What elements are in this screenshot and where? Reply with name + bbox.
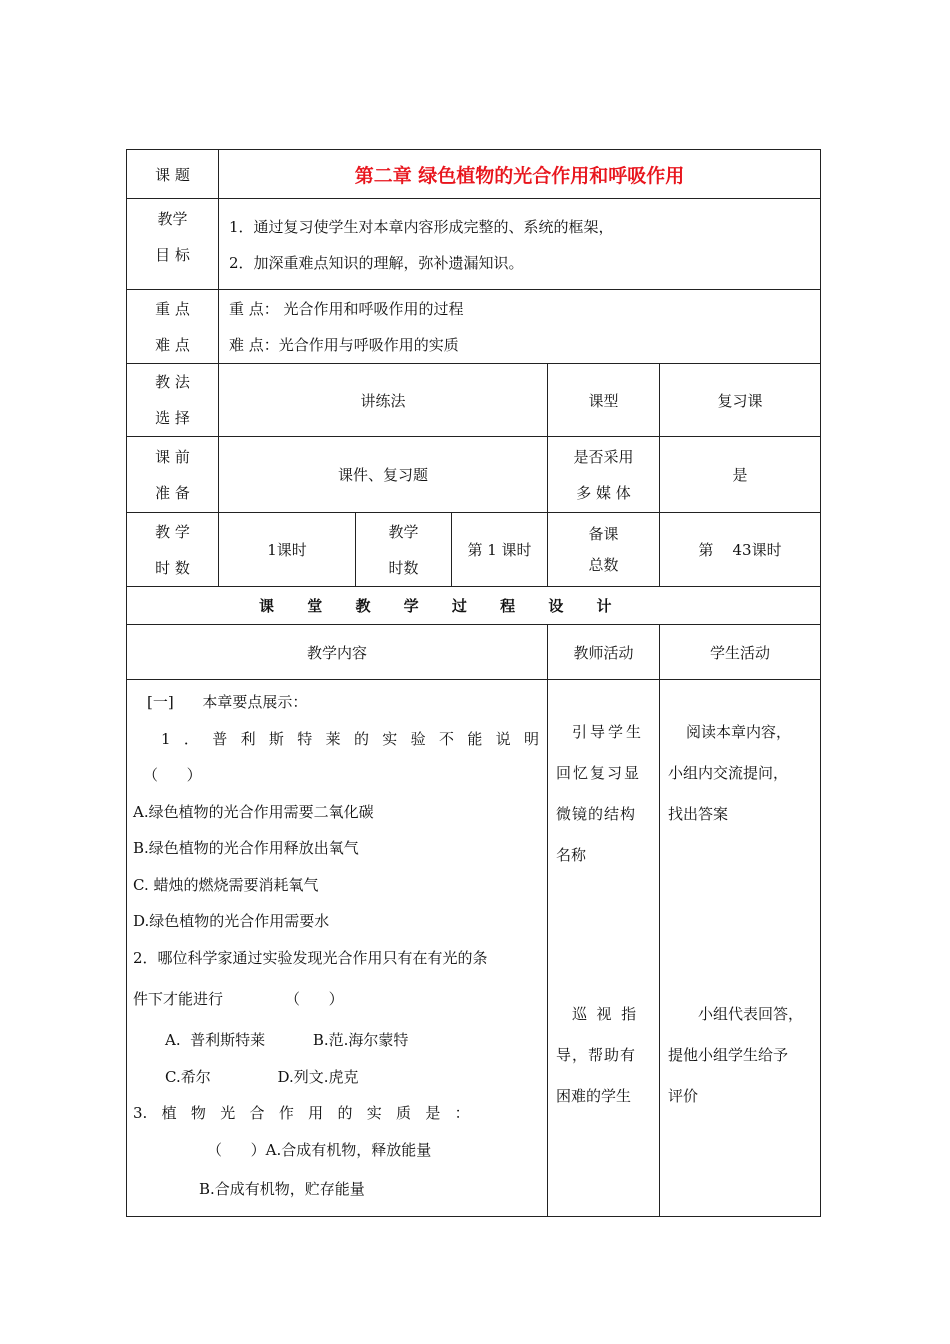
key-points-label xyxy=(127,290,219,364)
q2-options-row1: A. 普利斯特莱 B.范.海尔蒙特 xyxy=(165,1031,409,1049)
media-label-line2: 多 媒 体 xyxy=(576,483,631,502)
teacher-activity-line: 导，帮助有 xyxy=(556,1046,637,1064)
student-activity-line: 小组内交流提问， xyxy=(668,764,789,782)
lesson-type-label: 课型 xyxy=(548,364,660,437)
method-label-line1: 教 法 xyxy=(155,373,190,391)
q3-option-a: （ ）A.合成有机物，释放能量 xyxy=(207,1140,432,1159)
hours-label xyxy=(127,513,219,587)
goals-content xyxy=(219,199,821,290)
goals-label-line2: 目 标 xyxy=(155,246,190,264)
goals-label xyxy=(127,199,219,290)
teaching-content xyxy=(127,680,548,1217)
process-heading: 课 堂 教 学 过 程 设 计 xyxy=(127,587,821,625)
teacher-activity-line: 困难的学生 xyxy=(556,1087,632,1105)
q2-options-row2: C.希尔 D.列文.虎克 xyxy=(165,1067,359,1086)
method-label xyxy=(127,364,219,437)
q1-option-d: D.绿色植物的光合作用需要水 xyxy=(133,912,330,930)
q1-paren: （ ） xyxy=(143,766,202,784)
topic-label: 课 题 xyxy=(127,150,219,199)
process-heading-row xyxy=(127,587,821,625)
goal-item: 2．加深重难点知识的理解，弥补遗漏知识。 xyxy=(229,254,524,272)
hours-label-line1: 教 学 xyxy=(155,522,190,541)
q3-option-b: B.合成有机物，贮存能量 xyxy=(199,1180,365,1198)
key-points-content xyxy=(219,290,821,364)
key-point: 重 点： 光合作用和呼吸作用的过程 xyxy=(229,299,464,318)
prep-label-line1: 课 前 xyxy=(155,447,190,466)
goals-row xyxy=(127,199,821,290)
goals-label-line1: 教学 xyxy=(157,210,188,228)
prep-label xyxy=(127,437,219,513)
col-content-header: 教学内容 xyxy=(127,625,548,680)
method-value: 讲练法 xyxy=(219,364,548,437)
goal-item: 1．通过复习使学生对本章内容形成完整的、系统的框架， xyxy=(229,218,614,236)
method-label-line2: 选 择 xyxy=(155,409,190,427)
hours-label-line2: 时 数 xyxy=(155,558,190,577)
q3-stem: 3. 植 物 光 合 作 用 的 实 质 是 ： xyxy=(133,1104,470,1122)
media-label-line1: 是否采用 xyxy=(573,447,634,466)
key-label-line2: 难 点 xyxy=(155,335,190,354)
total-hours-label xyxy=(548,513,660,587)
method-row xyxy=(127,364,821,437)
student-activity-line: 小组代表回答， xyxy=(698,1005,804,1023)
lesson-title: 第二章 绿色植物的光合作用和呼吸作用 xyxy=(219,150,821,199)
student-activity-line: 评价 xyxy=(668,1087,699,1105)
q2-line1: 2．哪位科学家通过实验发现光合作用只有在有光的条 xyxy=(133,948,488,967)
lesson-plan-table xyxy=(126,149,821,1217)
teacher-activity-line: 名称 xyxy=(556,846,587,864)
total-hours-line2: 总数 xyxy=(588,555,619,574)
key-points-row xyxy=(127,290,821,364)
media-value: 是 xyxy=(660,437,821,513)
total-hours-line1: 备课 xyxy=(588,524,619,543)
lesson-type-value: 复习课 xyxy=(660,364,821,437)
process-columns-row xyxy=(127,625,821,680)
teacher-activity-line: 巡 视 指 xyxy=(572,1005,637,1023)
prep-value: 课件、复习题 xyxy=(219,437,548,513)
total-hours-value: 第 43课时 xyxy=(660,513,821,587)
title-row xyxy=(127,150,821,199)
lesson-hours-label xyxy=(356,513,452,587)
col-student-header: 学生活动 xyxy=(660,625,821,680)
student-activity-line: 找出答案 xyxy=(668,805,729,823)
section-heading: [一] 本章要点展示： xyxy=(147,693,308,711)
teacher-activity-line: 微镜的结构 xyxy=(556,805,637,823)
teacher-activities xyxy=(548,680,660,1217)
prep-label-line2: 准 备 xyxy=(155,483,190,502)
q1-option-b: B.绿色植物的光合作用释放出氧气 xyxy=(133,839,359,857)
hours-row xyxy=(127,513,821,587)
difficult-point: 难 点：光合作用与呼吸作用的实质 xyxy=(229,335,459,354)
hours-value: 1课时 xyxy=(219,513,356,587)
q1-option-a: A.绿色植物的光合作用需要二氧化碳 xyxy=(133,802,374,821)
lesson-hours-line2: 时数 xyxy=(388,558,419,577)
media-label xyxy=(548,437,660,513)
q2-line2: 件下才能进行 （ ） xyxy=(133,990,344,1008)
teacher-activity-line: 回忆复习显 xyxy=(556,764,642,782)
lesson-hours-value: 第 1 课时 xyxy=(452,513,548,587)
student-activity-line: 阅读本章内容， xyxy=(686,723,792,741)
teacher-activity-line: 引导学生 xyxy=(572,723,645,741)
student-activities xyxy=(660,680,821,1217)
prep-row xyxy=(127,437,821,513)
lesson-hours-line1: 教学 xyxy=(388,522,419,541)
col-teacher-header: 教师活动 xyxy=(548,625,660,680)
process-body-row xyxy=(127,680,821,1217)
student-activity-line: 提他小组学生给予 xyxy=(668,1046,789,1064)
key-label-line1: 重 点 xyxy=(155,299,190,318)
q1-option-c: C. 蜡烛的燃烧需要消耗氧气 xyxy=(133,875,319,894)
q1-stem: 1．普利斯特莱的实验不能说明 xyxy=(161,729,539,748)
